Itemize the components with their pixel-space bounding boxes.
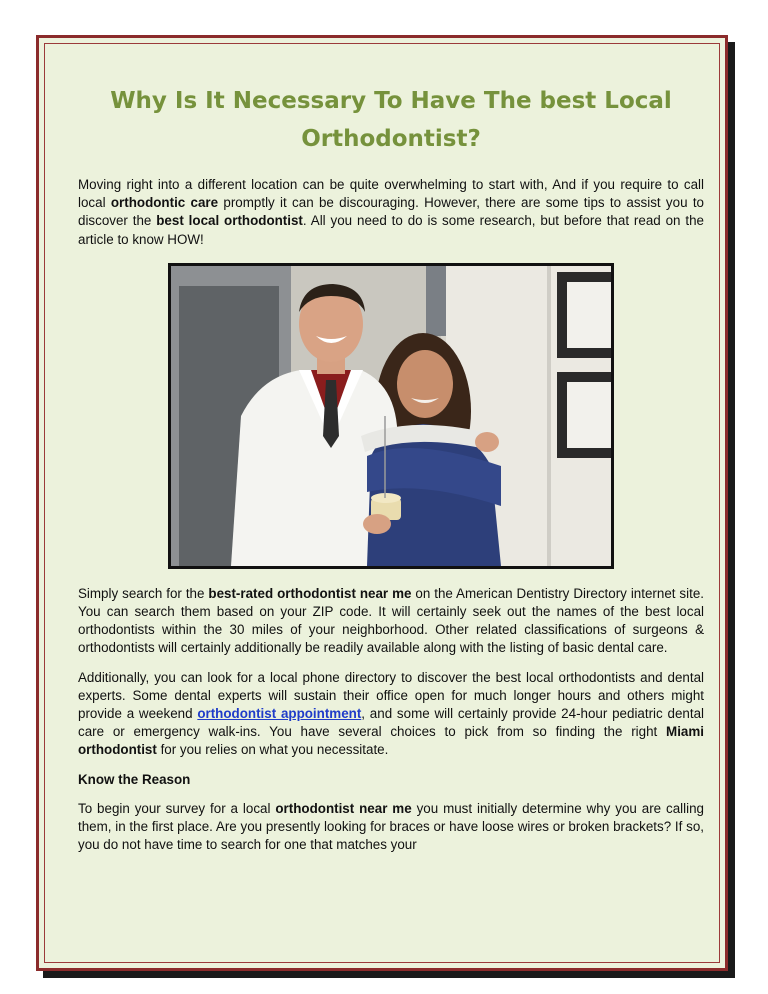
paragraph-directory bbox=[78, 669, 704, 760]
article-photo bbox=[168, 263, 614, 569]
text: promptly it can be discouraging. However, there are some tips to assist you to discover the bbox=[78, 195, 704, 229]
paragraph-search bbox=[78, 585, 704, 658]
text: To begin your survey for a local bbox=[78, 800, 276, 816]
paragraph-reason bbox=[78, 800, 704, 855]
photo-image bbox=[171, 266, 611, 566]
text: Moving right into a different location can be quite overwhelming to start with, And if you require to call local bbox=[78, 177, 704, 211]
paragraph-intro bbox=[78, 176, 704, 249]
bold-miami-orthodontist: Miami orthodontist bbox=[78, 724, 704, 758]
article-title: Why Is It Necessary To Have The best Local Orthodontist? bbox=[110, 88, 672, 152]
section-heading: Know the Reason bbox=[78, 771, 191, 787]
bold-orthodontic-care: orthodontic care bbox=[110, 195, 219, 211]
article-body bbox=[78, 82, 704, 854]
text: Additionally, you can look for a local phone directory to discover the best local orthodontists and dental experts. Some dental experts will sustain their office open for much longer hours and others might provide a weekend bbox=[78, 669, 704, 722]
bold-orthodontist-near-me: orthodontist near me bbox=[275, 800, 412, 816]
text: , and some will certainly provide 24-hour pediatric dental care or emergency walk-ins. You have several choices to pick from so finding the right bbox=[78, 706, 704, 740]
text: you must initially determine why you are calling them, in the first place. Are you presently looking for braces or have loose wires or broken brackets? If so, you do not have time to search for one that matches your bbox=[78, 800, 704, 853]
text: on the American Dentistry Directory internet site. You can search them based on your ZIP code. It will certainly seek out the names of the best local orthodontists within the 30 miles of your neighborhood. Other related classifications of surgeons & orthodontists will certainly additionally be readily available along with the listing of basic dental care. bbox=[78, 585, 704, 656]
text: . All you need to do is some research, but before that read on the article to know HOW! bbox=[78, 213, 705, 247]
orthodontist-appointment-link[interactable]: orthodontist appointment bbox=[197, 706, 362, 722]
text: Simply search for the bbox=[78, 585, 209, 601]
bold-best-rated-orthodontist: best-rated orthodontist near me bbox=[208, 585, 412, 601]
bold-best-local-orthodontist: best local orthodontist bbox=[156, 213, 303, 229]
text: for you relies on what you necessitate. bbox=[156, 742, 389, 758]
